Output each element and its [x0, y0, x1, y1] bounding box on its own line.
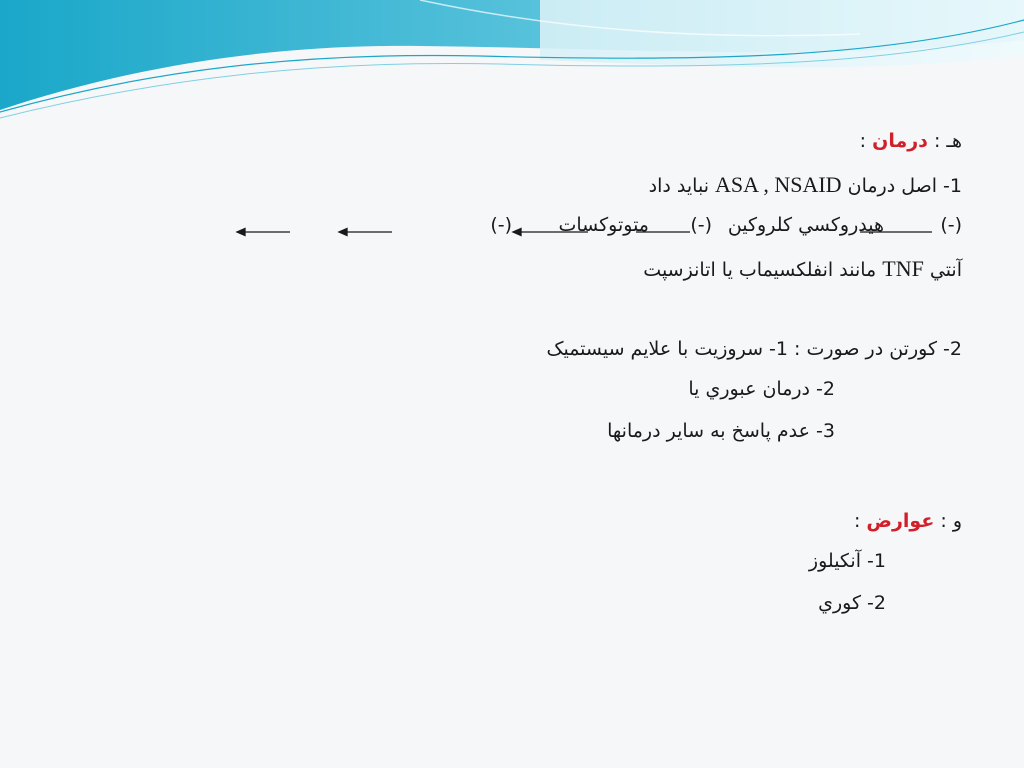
- treatment-suffix: :: [859, 130, 867, 152]
- arrowhead-3: [237, 229, 245, 236]
- arrowhead-2: [339, 229, 347, 236]
- treatment-heading: درمان: [872, 130, 928, 152]
- header-wave-decoration: [0, 0, 1024, 130]
- complication-item-2: 2- کوري: [818, 592, 886, 614]
- minus-mark-3: (-): [490, 214, 512, 236]
- item1-text-start: 1- اصل درمان: [847, 175, 962, 197]
- complication-item-1: 1- آنکيلوز: [808, 550, 886, 572]
- corticosteroid-line-1: 2- کورتن در صورت : 1- سروزيت با علايم سيستميک: [546, 338, 962, 360]
- drug-methotrexate: متوتوکسات: [558, 214, 649, 236]
- anti-tnf-end: مانند انفلکسيماب يا اتانزسپت: [643, 259, 877, 281]
- arrowhead-1: [513, 229, 521, 236]
- complications-heading: عوارض: [866, 510, 935, 532]
- complications-heading-line: [854, 508, 962, 534]
- item1-text-end: نبايد داد: [648, 175, 709, 197]
- item1-drugs: ASA , NSAID: [715, 172, 842, 197]
- corticosteroid-line-3: 3- عدم پاسخ به ساير درمانها: [607, 420, 835, 442]
- corticosteroid-line-2: 2- درمان عبوري يا: [688, 378, 835, 400]
- anti-tnf-latin: TNF: [882, 256, 924, 281]
- anti-tnf-start: آنتي: [929, 259, 962, 281]
- minus-mark-1: (-): [940, 214, 962, 236]
- complications-suffix: :: [853, 510, 861, 532]
- treatment-heading-line: [860, 128, 962, 154]
- treatment-item-anti-tnf: [643, 256, 962, 283]
- minus-mark-2: (-): [690, 214, 712, 236]
- treatment-prefix: هـ :: [933, 130, 962, 152]
- complications-prefix: و :: [940, 510, 962, 532]
- drug-hydroxychloroquine: هيدروکسي کلروکين: [727, 214, 884, 236]
- treatment-item-1: [649, 172, 962, 199]
